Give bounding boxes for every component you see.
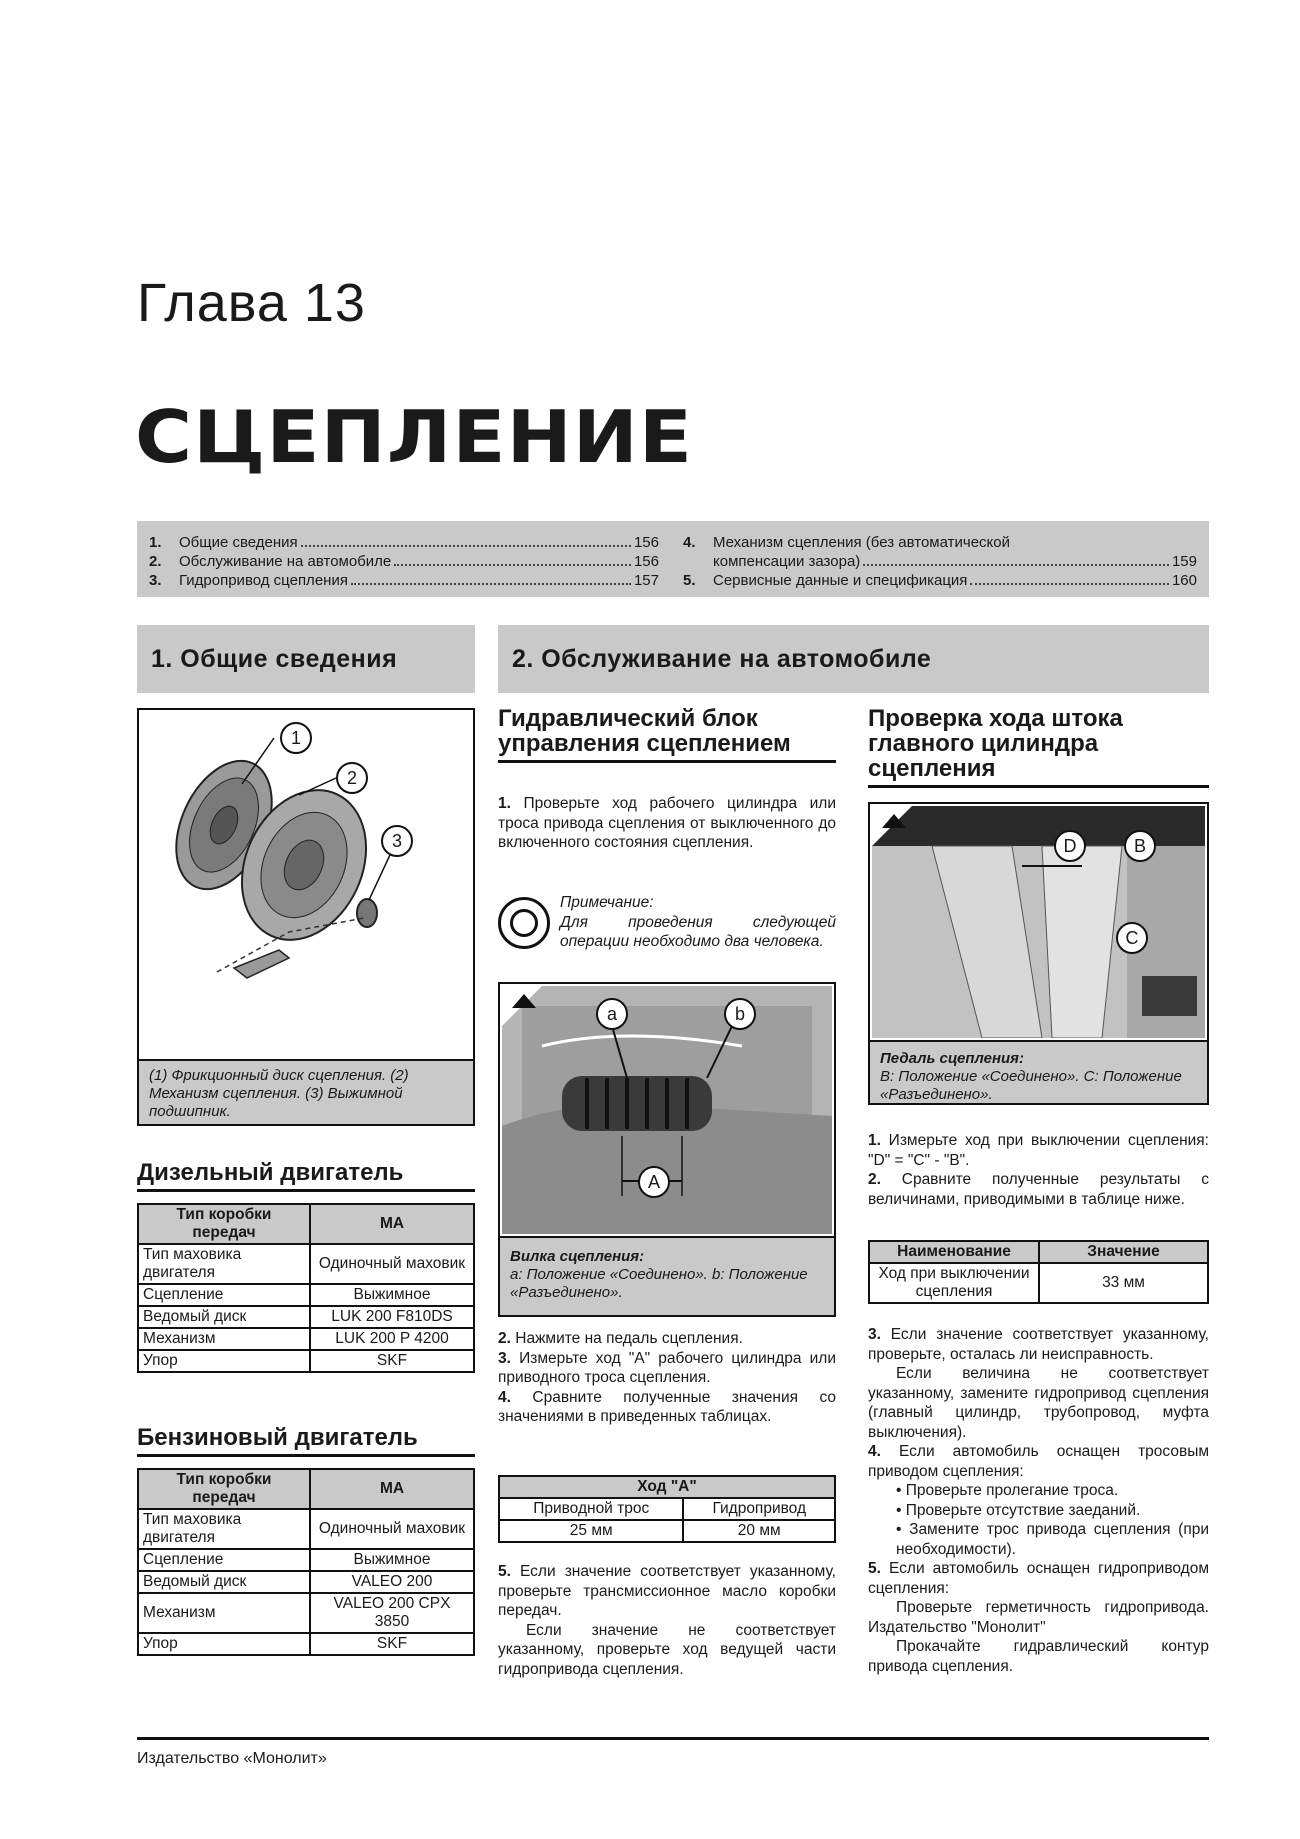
callout-2: 2 [336, 762, 368, 794]
steps-1-2-right: 1. Измерьте ход при выключении сцепления: "D" = "C" - "B". 2. Сравните полученные результаты с величинами, приводимыми в таблице ниже. [868, 1132, 1209, 1208]
table-row: Упор SKF [138, 1633, 474, 1655]
step-1-text: 1. Проверьте ход рабочего цилиндра или троса привода сцепления от выключенного до включенного состояния сцепления. [498, 795, 836, 851]
table-row: Ведомый диск LUK 200 F810DS [138, 1306, 474, 1328]
petrol-heading: Бензиновый двигатель [137, 1425, 475, 1457]
table-row: Тип маховика двигателя Одиночный маховик [138, 1509, 474, 1549]
table-row: Сцепление Выжимное [138, 1284, 474, 1306]
section-1-heading: 1. Общие сведения [137, 625, 475, 693]
footer-divider [137, 1737, 1209, 1740]
table-of-contents [137, 521, 1209, 597]
step-5-text: 5. Если значение соответствует указанному, проверьте трансмиссионное масло коробки передач. Если значение не соответствует указанному, проверьте ход ведущей части гидропривода сцепления. [498, 1563, 836, 1678]
table-row: Механизм VALEO 200 CPX 3850 [138, 1593, 474, 1633]
step-item: 4. Сравните полученные значения со значениями в приведенных таблицах. [498, 1388, 836, 1425]
table-header-row: Наименование Значение [869, 1241, 1208, 1263]
callout-C: C [1116, 922, 1148, 954]
note-label: Примечание: [560, 894, 654, 911]
table-row: Сцепление Выжимное [138, 1549, 474, 1571]
toc-item[interactable]: 5. Сервисные данные и спецификация 160 [683, 572, 1197, 589]
table-row: 25 мм 20 мм [499, 1520, 835, 1542]
table-row: Механизм LUK 200 P 4200 [138, 1328, 474, 1350]
section-2-heading: 2. Обслуживание на автомобиле [498, 625, 1209, 693]
note-text: Для проведения следующей операции необходимо два человека. [560, 913, 836, 950]
table-row: Приводной трос Гидропривод [499, 1498, 835, 1520]
lightbulb-icon [498, 897, 550, 949]
note-block [498, 893, 836, 973]
stroke-a-table [498, 1475, 836, 1543]
stroke-value-table [868, 1240, 1209, 1304]
petrol-spec-table [137, 1468, 475, 1656]
step-item: 2. Нажмите на педаль сцепления. [498, 1330, 743, 1347]
bullet-item: • Проверьте отсутствие заеданий. [896, 1501, 1141, 1519]
callout-D: D [1054, 830, 1086, 862]
step-item: 3. Измерьте ход "A" рабочего цилиндра или приводного троса сцепления. [498, 1349, 836, 1386]
toc-left-column [149, 533, 659, 590]
hydraulic-block-heading: Гидравлический блок управления сцеплением [498, 706, 836, 763]
diesel-heading: Дизельный двигатель [137, 1160, 475, 1192]
callout-3: 3 [381, 825, 413, 857]
toc-item[interactable]: 1. Общие сведения 156 [149, 534, 659, 551]
toc-right-column [683, 533, 1197, 590]
toc-item[interactable]: 3. Гидропривод сцепления 157 [149, 572, 659, 589]
bullet-item: • Замените трос привода сцепления (при необходимости). [896, 1521, 1210, 1558]
table-header-row: Ход "A" [499, 1476, 835, 1498]
toc-item[interactable]: 4. Механизм сцепления (без автоматической [683, 534, 1010, 551]
clutch-fork-figure [498, 982, 836, 1317]
clutch-fork-photo [502, 986, 832, 1234]
callout-A: A [638, 1166, 670, 1198]
figure-caption: (1) Фрикционный диск сцепления. (2) Механизм сцепления. (3) Выжимной подшипник. [139, 1059, 473, 1124]
table-row: Тип маховика двигателя Одиночный маховик [138, 1244, 474, 1284]
callout-1: 1 [280, 722, 312, 754]
callout-B: B [1124, 830, 1156, 862]
callout-b: b [724, 998, 756, 1030]
master-cylinder-heading: Проверка хода штока главного цилиндра сцепления [868, 706, 1209, 788]
table-row: Ход при выключении сцепления 33 мм [869, 1263, 1208, 1303]
bullet-item: • Проверьте пролегание троса. [896, 1482, 1119, 1499]
clutch-figure-box [137, 708, 475, 1126]
table-header-row: Тип коробки передач MA [138, 1204, 474, 1244]
chapter-label: Глава 13 [137, 273, 366, 333]
toc-item-continued[interactable]: компенсации зазора) 159 [713, 553, 1197, 570]
table-header-row: Тип коробки передач MA [138, 1469, 474, 1509]
steps-2-4 [498, 1329, 836, 1427]
clutch-exploded-diagram [139, 710, 473, 1058]
page-title: СЦЕПЛЕНИЕ [135, 395, 694, 479]
table-row: Ведомый диск VALEO 200 [138, 1571, 474, 1593]
callout-a: a [596, 998, 628, 1030]
table-row: Упор SKF [138, 1350, 474, 1372]
diesel-spec-table [137, 1203, 475, 1373]
pedal-figure-caption: Педаль сцепления: B: Положение «Соединено». C: Положение «Разъединено». [870, 1040, 1207, 1103]
clutch-pedal-photo [872, 806, 1205, 1038]
steps-3-5-right: 3. Если значение соответствует указанному, проверьте, осталась ли неисправность. Если величина не соответствует указанному, замените гидропривод сцепления (главный цилиндр, трубопровод, муфта выключения). 4. Если автомобиль оснащен тросовым приводом сцепления: • Проверьте пролегание троса. • Проверьте отсутствие заеданий. • Замените трос привода сцепления (при необходимости). 5. Если автомобиль оснащен гидроприводом сцепления: Проверьте герметичность гидропривода. Издательство "Монолит" Прокачайте гидравлический контур привода сцепления. [868, 1326, 1210, 1675]
publisher-footer: Издательство «Монолит» [137, 1750, 327, 1767]
toc-item[interactable]: 2. Обслуживание на автомобиле 156 [149, 553, 659, 570]
fork-figure-caption: Вилка сцепления: a: Положение «Соединено». b: Положение «Разъединено». [500, 1236, 834, 1315]
clutch-pedal-figure [868, 802, 1209, 1105]
